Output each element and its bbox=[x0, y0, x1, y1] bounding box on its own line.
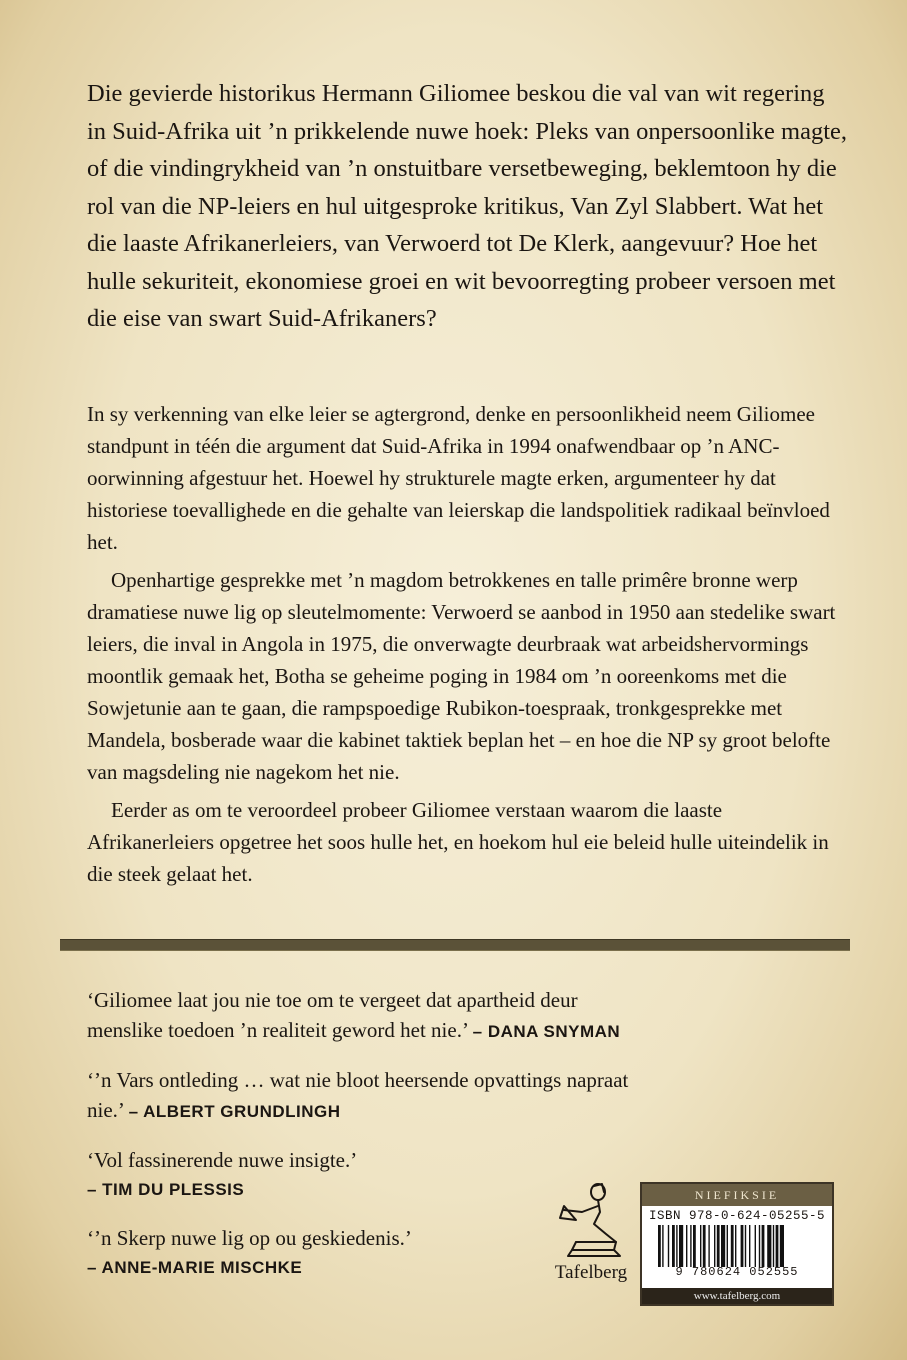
barcode-bar bbox=[749, 1225, 750, 1267]
quote-1 bbox=[87, 985, 647, 1047]
quote-author: – ANNE-MARIE MISCHKE bbox=[87, 1258, 303, 1277]
genre-label: NIEFIKSIE bbox=[642, 1184, 832, 1206]
body-text bbox=[87, 398, 847, 890]
barcode-bar bbox=[759, 1225, 760, 1267]
quote-author: – ALBERT GRUNDLINGH bbox=[128, 1102, 341, 1121]
barcode-icon bbox=[652, 1225, 822, 1267]
barcode-bar bbox=[686, 1225, 687, 1267]
barcode-bar bbox=[745, 1225, 746, 1267]
barcode-bar bbox=[672, 1225, 675, 1267]
barcode-bar bbox=[767, 1225, 771, 1267]
barcode-panel bbox=[640, 1182, 834, 1306]
barcode-bar bbox=[690, 1225, 691, 1267]
barcode-bar bbox=[755, 1225, 756, 1267]
barcode-bar bbox=[708, 1225, 709, 1267]
barcode-bar bbox=[714, 1225, 715, 1267]
quote-2 bbox=[87, 1065, 647, 1127]
quote-author: – TIM DU PLESSIS bbox=[87, 1180, 245, 1199]
barcode-bar bbox=[662, 1225, 663, 1267]
barcode-bar bbox=[741, 1225, 744, 1267]
barcode-bar bbox=[703, 1225, 706, 1267]
quote-text: ‘Vol fassinerende nuwe insigte.’ bbox=[87, 1148, 358, 1172]
barcode-bar bbox=[776, 1225, 779, 1267]
barcode-bar bbox=[721, 1225, 725, 1267]
blurb-paragraph: Die gevierde historikus Hermann Giliomee beskou die val van wit regering in Suid-Afrika uit ’n prikkelende nuwe hoek: Pleks van onpersoonlike magte, of die vindingrykheid van ’n onstuitbare versetbeweging, beklemtoon hy die rol van die NP-leiers en hul uitgesproke kritikus, Van Zyl Slabbert. Wat het die laaste Afrikanerleiers, van Verwoerd tot De Klerk, aangevuur? Hoe het hulle sekuriteit, ekonomiese groei en wit bevoorregting probeer versoen met die eise van swart Suid-Afrikaners? bbox=[87, 80, 848, 332]
quote-text: ‘’n Skerp nuwe lig op ou geskiedenis.’ bbox=[87, 1226, 412, 1250]
isbn-text: ISBN 978-0-624-05255-5 bbox=[648, 1209, 826, 1223]
quote-author: – DANA SNYMAN bbox=[472, 1022, 621, 1041]
divider-rule bbox=[60, 940, 850, 950]
paragraph-3: Eerder as om te veroordeel probeer Giliomee verstaan waarom die laaste Afrikanerleiers opgetree het soos hulle het, en hoekom hul eie beleid hulle uiteindelik in die steek gelaat het. bbox=[87, 798, 829, 886]
barcode-bar bbox=[762, 1225, 765, 1267]
barcode-bar bbox=[679, 1225, 683, 1267]
publisher-logo bbox=[548, 1178, 634, 1284]
barcode-bar bbox=[773, 1225, 774, 1267]
barcode-bar bbox=[735, 1225, 736, 1267]
quote-text: ‘’n Vars ontleding … wat nie bloot heersende opvattings napraat nie.’ bbox=[87, 1068, 629, 1122]
quote-text: ‘Giliomee laat jou nie toe om te vergeet dat apartheid deur menslike toedoen ’n realiteit geword het nie.’ bbox=[87, 988, 578, 1042]
barcode-bar bbox=[727, 1225, 728, 1267]
scribe-icon bbox=[554, 1178, 628, 1258]
barcode-bar bbox=[717, 1225, 720, 1267]
barcode-bar bbox=[731, 1225, 734, 1267]
paragraph-1: In sy verkenning van elke leier se agtergrond, denke en persoonlikheid neem Giliomee standpunt in téén die argument dat Suid-Afrika in 1994 onafwendbaar op ’n ANC-oorwinning afgestuur het. Hoewel hy strukturele magte erken, argumenteer hy dat historiese toevallighede en die gehalte van leierskap die landspolitiek radikaal beïnvloed het. bbox=[87, 402, 830, 554]
barcode-bar bbox=[700, 1225, 701, 1267]
publisher-url: www.tafelberg.com bbox=[642, 1288, 832, 1304]
barcode-digits: 9 780624 052555 bbox=[675, 1265, 799, 1279]
publisher-name: Tafelberg bbox=[554, 1262, 628, 1283]
barcode-bar bbox=[658, 1225, 661, 1267]
barcode-bar bbox=[676, 1225, 677, 1267]
barcode-bar bbox=[780, 1225, 784, 1267]
paragraph-2: Openhartige gesprekke met ’n magdom betrokkenes en talle primêre bronne werp dramatiese nuwe lig op sleutelmomente: Verwoerd se aanbod in 1950 aan stedelike swart leiers, die inval in Angola in 1975, die onverwagte deurbraak wat arbeidshervormings moontlik gemaak het, Botha se geheime poging in 1984 om ’n ooreenkoms met die Sowjetunie aan te gaan, die rampspoedige Rubikon-toespraak, tronkgesprekke met Mandela, bosberade waar die kabinet taktiek beplan het – en hoe die NP sy groot belofte van magsdeling nie nagekom het nie. bbox=[87, 568, 836, 784]
barcode-bar bbox=[693, 1225, 696, 1267]
barcode-bar bbox=[668, 1225, 669, 1267]
